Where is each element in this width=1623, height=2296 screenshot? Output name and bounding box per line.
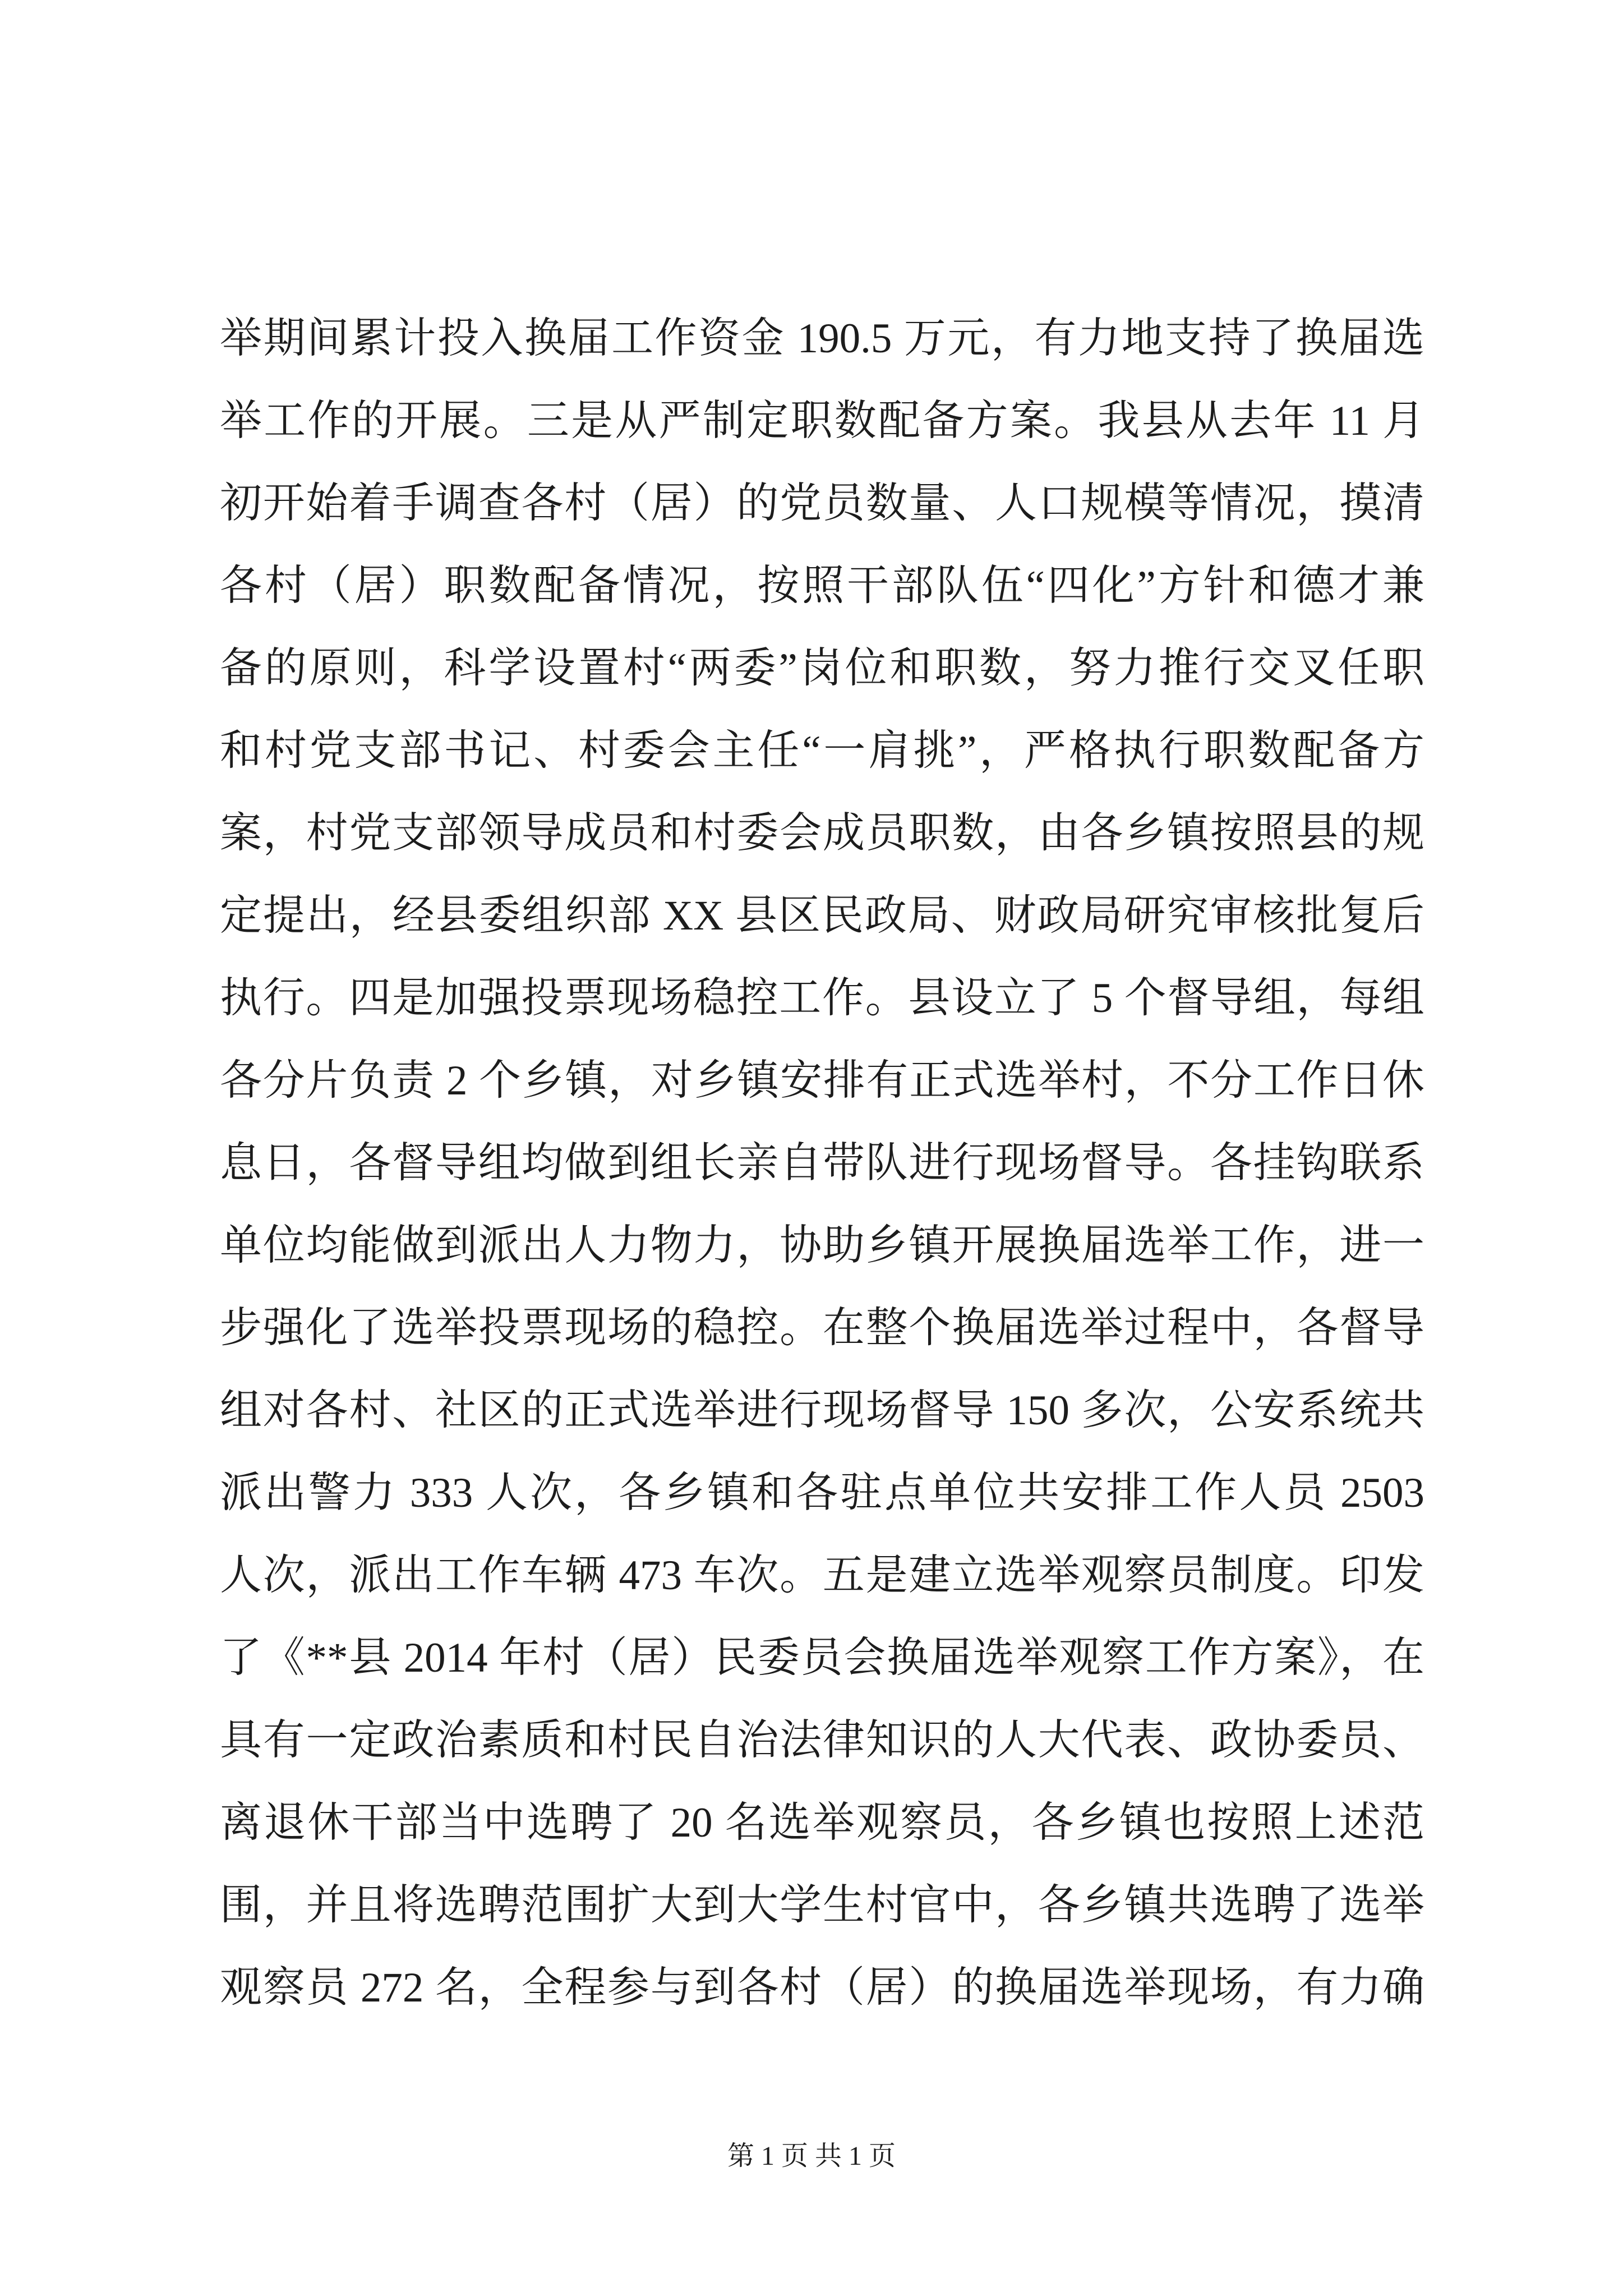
text-line: 举期间累计投入换届工作资金 190.5 万元，有力地支持了换届选 bbox=[220, 315, 1424, 362]
text-line: 执行。四是加强投票现场稳控工作。县设立了 5 个督导组，每组 bbox=[220, 975, 1424, 1022]
text-line: 息日，各督导组均做到组长亲自带队进行现场督导。各挂钩联系 bbox=[220, 1140, 1424, 1186]
text-line: 了《**县 2014 年村（居）民委员会换届选举观察工作方案》，在 bbox=[220, 1635, 1424, 1681]
text-line: 各村（居）职数配备情况，按照干部队伍“四化”方针和德才兼 bbox=[220, 563, 1424, 609]
page-footer: 第 1 页 共 1 页 bbox=[727, 2141, 896, 2171]
text-line: 具有一定政治素质和村民自治法律知识的人大代表、政协委员、 bbox=[220, 1717, 1424, 1764]
text-line: 各分片负责 2 个乡镇，对乡镇安排有正式选举村，不分工作日休 bbox=[220, 1057, 1424, 1104]
text-line: 初开始着手调查各村（居）的党员数量、人口规模等情况，摸清 bbox=[220, 480, 1424, 527]
text-line: 组对各村、社区的正式选举进行现场督导 150 多次，公安系统共 bbox=[220, 1387, 1424, 1434]
text-line: 定提出，经县委组织部 XX 县区民政局、财政局研究审核批复后 bbox=[220, 892, 1424, 939]
text-line: 和村党支部书记、村委会主任“一肩挑”，严格执行职数配备方 bbox=[220, 728, 1424, 774]
text-line: 备的原则，科学设置村“两委”岗位和职数，努力推行交叉任职 bbox=[220, 645, 1424, 692]
text-line: 观察员 272 名，全程参与到各村（居）的换届选举现场，有力确 bbox=[220, 1964, 1424, 2011]
text-line: 派出警力 333 人次，各乡镇和各驻点单位共安排工作人员 2503 bbox=[220, 1470, 1424, 1516]
text-line: 单位均能做到派出人力物力，协助乡镇开展换届选举工作，进一 bbox=[220, 1222, 1424, 1269]
text-line: 举工作的开展。三是从严制定职数配备方案。我县从去年 11 月 bbox=[220, 398, 1424, 444]
document-body bbox=[220, 297, 1424, 2029]
text-line: 围，并且将选聘范围扩大到大学生村官中，各乡镇共选聘了选举 bbox=[220, 1882, 1424, 1929]
text-line: 案，村党支部领导成员和村委会成员职数，由各乡镇按照县的规 bbox=[220, 810, 1424, 857]
text-line: 离退休干部当中选聘了 20 名选举观察员，各乡镇也按照上述范 bbox=[220, 1800, 1424, 1846]
text-line: 步强化了选举投票现场的稳控。在整个换届选举过程中，各督导 bbox=[220, 1305, 1424, 1351]
text-line: 人次，派出工作车辆 473 车次。五是建立选举观察员制度。印发 bbox=[220, 1552, 1424, 1599]
